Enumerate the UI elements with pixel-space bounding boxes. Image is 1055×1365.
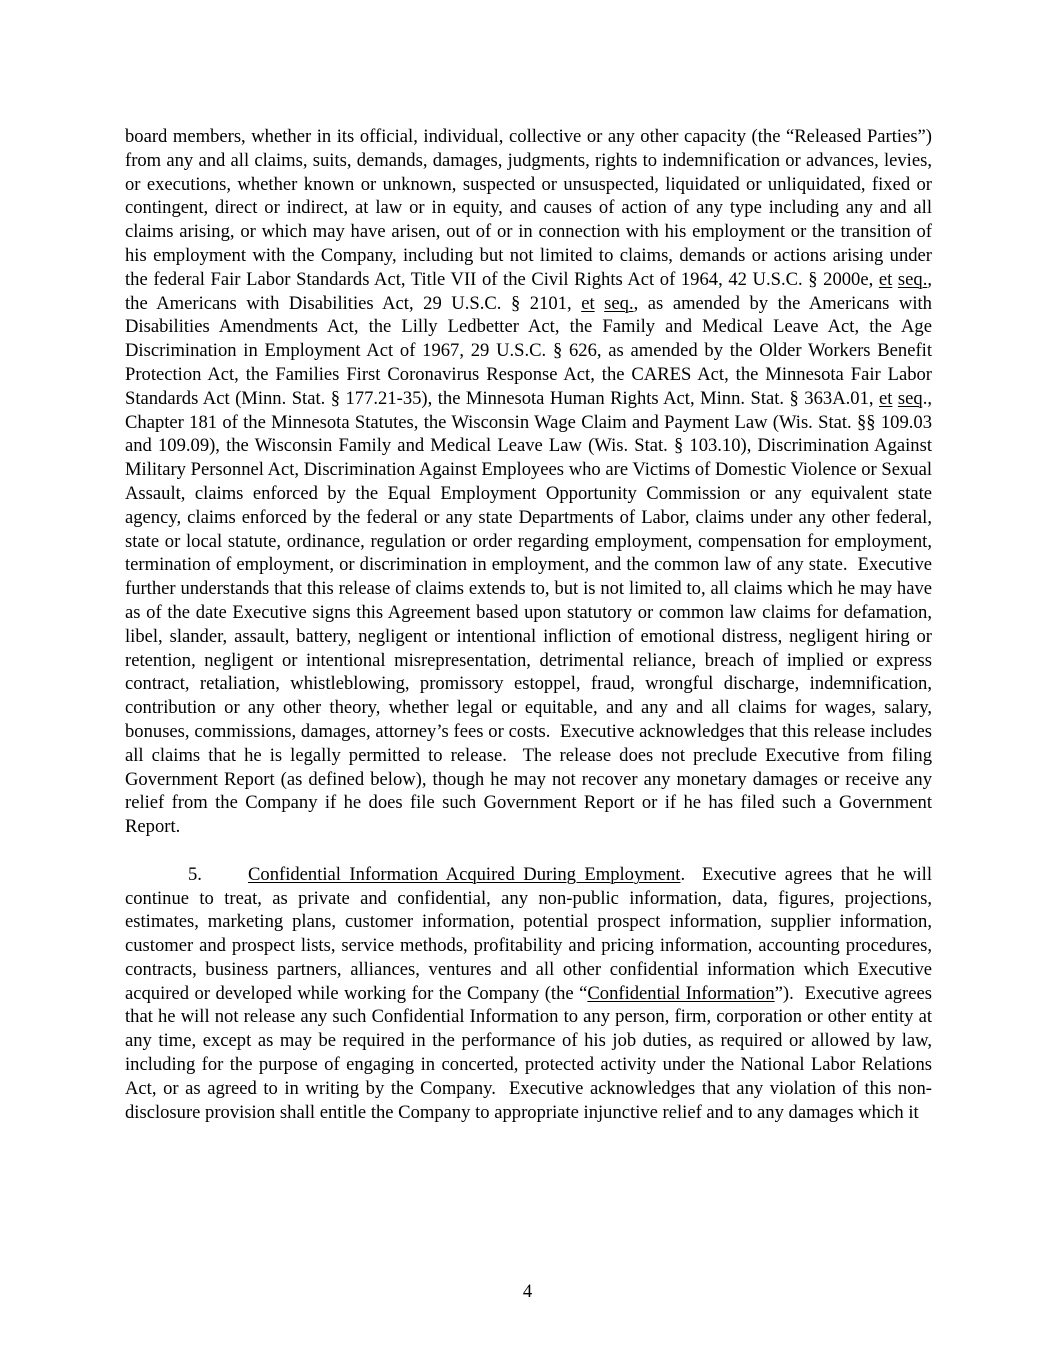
et-seq-underlined: seq.: [897, 268, 928, 290]
text-run: ., Chapter 181 of the Minnesota Statutes, the Wisconsin Wage Claim and Payment Law (Wis. Stat. §§ 109.03 and 109.09), the Wisconsin Family and Medical Leave Law (Wis. Stat. § 103.10), Discrimination Against Military Personnel Act, Discrimination Against Employees who are Victims of Domestic Violence or Sexual Assault, claims enforced by the Equal Employment Opportunity Commission or any equivalent state agency, claims enforced by the federal or any state Departments of Labor, claims under any other federal, state or local statute, ordinance, regulation or order regarding employment, compensation for employment, termination of employment, or discrimination in employment, and the common law of any state. Executive further understands that this release of claims extends to, but is not limited to, all claims which he may have as of the date Executive signs this Agreement based upon statutory or common law claims for defamation, libel, slander, assault, battery, negligent or intentional infliction of emotional distress, negligent hiring or retention, negligent or intentional misrepresentation, detrimental reliance, breach of implied or express contract, retaliation, whistleblowing, promissory estoppel, fraud, wrongful discharge, indemnification, contribution or any other theory, whether legal or equitable, and any and all claims for wages, salary, bonuses, commissions, damages, attorney’s fees or costs. Executive acknowledges that this release includes all claims that he is legally permitted to release. The release does not preclude Executive from filing Government Report (as defined below), though he may not recover any monetary damages or receive any relief from the Company if he does file such Government Report or if he has filed such a Government Report.: [125, 387, 932, 838]
section-number: 5.: [188, 863, 202, 885]
defined-term: Confidential Information: [587, 982, 775, 1004]
document-body: [125, 125, 932, 1124]
section-5-paragraph: [125, 863, 932, 1125]
text-run: board members, whether in its official, individual, collective or any other capacity (the “Released Parties”) from any and all claims, suits, demands, damages, judgments, rights to indemnification or advances, levies, or executions, whether known or unknown, suspected or unsuspected, liquidated or unliquidated, fixed or contingent, direct or indirect, at law or in equity, and causes of action of any type including any and all claims arising, or which may have arisen, out of or in connection with his employment or the transition of his employment with the Company, including but not limited to claims, demands or actions arising under the federal Fair Labor Standards Act, Title VII of the Civil Rights Act of 1964, 42 U.S.C. § 2000e,: [125, 126, 932, 290]
text-run: ”). Executive agrees that he will not release any such Confidential Information to any person, firm, corporation or other entity at any time, except as may be required in the performance of his job duties, as required or allowed by law, including for the purpose of engaging in concerted, protected activity under the National Labor Relations Act, or as agreed to in writing by the Company. Executive acknowledges that any violation of this non-disclosure provision shall entitle the Company to appropriate injunctive relief and to any damages which it: [125, 982, 932, 1123]
text-run: , as amended by the Americans with Disabilities Amendments Act, the Lilly Ledbetter Act, the Family and Medical Leave Act, the Age Discrimination in Employment Act of 1967, 29 U.S.C. § 626, as amended by the Older Workers Benefit Protection Act, the Families First Coronavirus Response Act, the CARES Act, the Minnesota Fair Labor Standards Act (Minn. Stat. § 177.21-35), the Minnesota Human Rights Act, Minn. Stat. § 363A.01,: [125, 292, 932, 409]
et-seq-underlined: seq.: [604, 292, 634, 314]
text-run: , the Americans with Disabilities Act, 29 U.S.C. § 2101,: [125, 268, 933, 314]
page-number: 4: [522, 1281, 533, 1302]
et-seq-underlined: et: [581, 292, 595, 314]
text-run: . Executive agrees that he will continue to treat, as private and confidential, any non-public information, data, figures, projections, estimates, marketing plans, customer information, potential prospect information, supplier information, customer and prospect lists, service methods, profitability and pricing information, accounting procedures, contracts, business partners, alliances, ventures and all other confidential information which Executive acquired or developed while working for the Company (the “: [125, 863, 933, 1004]
release-paragraph: [125, 125, 932, 839]
et-seq-underlined: et: [879, 387, 893, 409]
et-seq-underlined: seq: [897, 387, 923, 409]
et-seq-underlined: et: [878, 268, 893, 290]
section-heading: Confidential Information Acquired During Employment: [248, 863, 681, 885]
